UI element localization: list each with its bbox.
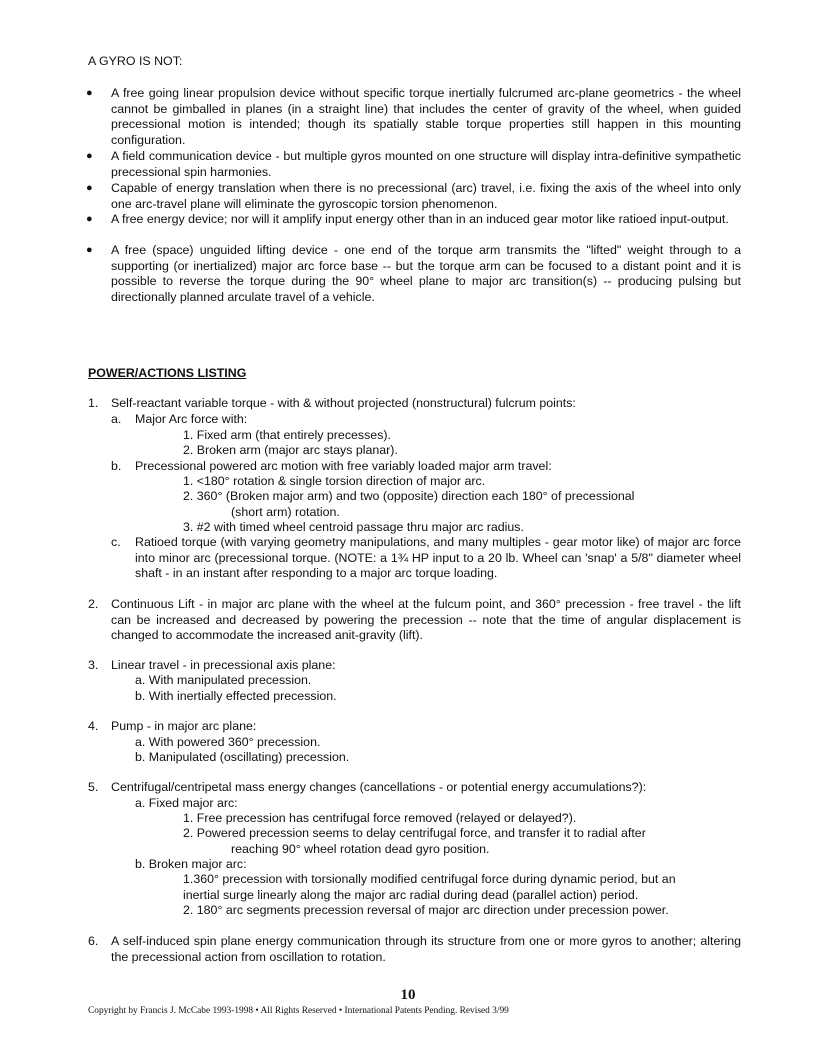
- sub-label: a.: [111, 412, 122, 426]
- list-item-4b: b. Manipulated (oscillating) precession.: [135, 750, 350, 764]
- section-title-gyro-not: A GYRO IS NOT:: [88, 54, 183, 68]
- list-item-3: Linear travel - in precessional axis plane:: [111, 658, 336, 672]
- list-item-6: A self-induced spin plane energy communication through its structure from one or more gyros to another; altering the precessional action from oscillation to rotation.: [111, 934, 741, 964]
- bullet-icon: ●: [86, 213, 93, 225]
- copyright-footer: Copyright by Francis J. McCabe 1993-1998 • All Rights Reserved • International Patents Pending. Revised 3/99: [88, 1006, 509, 1016]
- list-item-1b1: 1. <180° rotation & single torsion direction of major arc.: [183, 474, 486, 488]
- gyro-not-item-1: A free going linear propulsion device without specific torque inertially fulcrumed arc-plane geometrics - the wheel cannot be gimballed in planes (in a straight line) that includes the center of gravity of the wheel, when guided precessional motion is intended; though its spatially stable torque properties still happen in this mounting configuration.: [111, 86, 741, 147]
- list-item-1b3: 3. #2 with timed wheel centroid passage thru major arc radius.: [183, 520, 524, 534]
- section-heading-power-actions: POWER/ACTIONS LISTING: [88, 366, 247, 380]
- list-item-5a2-continued: reaching 90° wheel rotation dead gyro position.: [231, 842, 490, 856]
- list-number: 1.: [88, 396, 99, 410]
- bullet-icon: ●: [86, 150, 93, 162]
- list-number: 3.: [88, 658, 99, 672]
- list-item-1a2: 2. Broken arm (major arc stays planar).: [183, 443, 398, 457]
- list-item-5: Centrifugal/centripetal mass energy changes (cancellations - or potential energy accumulations?):: [111, 780, 647, 794]
- list-item-5b1-continued: inertial surge linearly along the major arc radial during dead (parallel action) period.: [183, 888, 639, 902]
- list-item-5a2: 2. Powered precession seems to delay centrifugal force, and transfer it to radial after: [183, 826, 646, 840]
- gyro-not-item-3: Capable of energy translation when there is no precessional (arc) travel, i.e. fixing the axis of the wheel into only one arc-travel plane will eliminate the gyroscopic torsion phenomenon.: [111, 181, 741, 211]
- bullet-icon: ●: [86, 182, 93, 194]
- page-number: 10: [400, 987, 416, 1003]
- list-item-3b: b. With inertially effected precession.: [135, 689, 337, 703]
- list-item-1c: Ratioed torque (with varying geometry manipulations, and many multiples - gear motor like) of major arc force into minor arc (precessional torque. (NOTE: a 1¾ HP input to a 20 lb. Wheel can 'snap' a 5/8" diameter wheel shaft - in an instant after responding to a major arc torque loading.: [135, 535, 741, 581]
- list-number: 6.: [88, 934, 99, 948]
- list-number: 5.: [88, 780, 99, 794]
- list-item-1b2-continued: (short arm) rotation.: [231, 505, 340, 519]
- bullet-icon: ●: [86, 244, 93, 256]
- bullet-icon: ●: [86, 87, 93, 99]
- list-item-5a: a. Fixed major arc:: [135, 796, 238, 810]
- list-item-5b: b. Broken major arc:: [135, 857, 247, 871]
- sub-label: b.: [111, 459, 122, 473]
- list-item-4a: a. With powered 360° precession.: [135, 735, 321, 749]
- list-item-1b2: 2. 360° (Broken major arm) and two (opposite) direction each 180° of precessional: [183, 489, 635, 503]
- list-item-1: Self-reactant variable torque - with & without projected (nonstructural) fulcrum points:: [111, 396, 576, 410]
- list-item-5a1: 1. Free precession has centrifugal force removed (relayed or delayed?).: [183, 811, 577, 825]
- list-number: 4.: [88, 719, 99, 733]
- list-item-1a1: 1. Fixed arm (that entirely precesses).: [183, 428, 391, 442]
- gyro-not-item-4: A free energy device; nor will it amplify input energy other than in an induced gear motor like ratioed input-output.: [111, 212, 729, 226]
- list-item-4: Pump - in major arc plane:: [111, 719, 257, 733]
- list-item-5b2: 2. 180° arc segments precession reversal of major arc direction under precession power.: [183, 903, 669, 917]
- list-item-2: Continuous Lift - in major arc plane with the wheel at the fulcum point, and 360° precession - free travel - the lift can be increased and decreased by powering the precession -- note that the time of angular displacement is changed to accommodate the increased anit-gravity (lift).: [111, 597, 741, 643]
- gyro-not-item-2: A field communication device - but multiple gyros mounted on one structure will display intra-definitive sympathetic precessional spin harmonies.: [111, 149, 741, 179]
- sub-label: c.: [111, 535, 121, 549]
- gyro-not-item-5: A free (space) unguided lifting device - one end of the torque arm transmits the "lifted" weight through to a supporting (or inertialized) major arc force base -- but the torque arm can be focused to a distant point and it is possible to reverse the torque during the 90° wheel plane to major arc transition(s) -- producing pulsing but directionally planned arculate travel of a vehicle.: [111, 243, 741, 304]
- list-item-1a: Major Arc force with:: [135, 412, 248, 426]
- list-item-3a: a. With manipulated precession.: [135, 673, 312, 687]
- list-item-5b1: 1.360° precession with torsionally modified centrifugal force during dynamic period, but an: [183, 872, 676, 886]
- list-item-1b: Precessional powered arc motion with free variably loaded major arm travel:: [135, 459, 552, 473]
- list-number: 2.: [88, 597, 99, 611]
